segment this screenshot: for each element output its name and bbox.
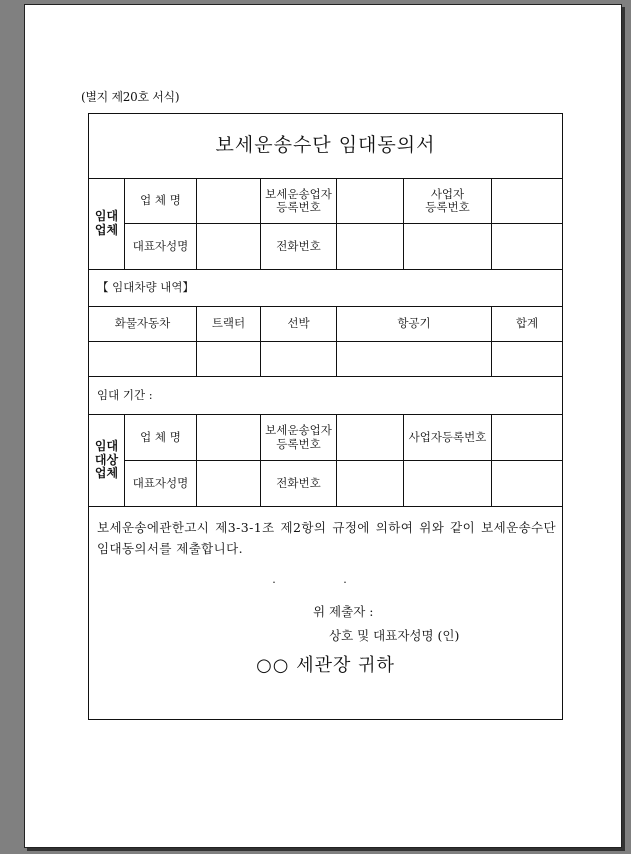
lessee-business-reg-field[interactable] (492, 415, 563, 461)
lessee-phone-field[interactable] (337, 461, 404, 507)
lessor-section-label: 임대 업체 (89, 179, 125, 270)
lessor-phone-label: 전화번호 (261, 224, 337, 270)
lessor-bonded-reg-label: 보세운송업자 등록번호 (261, 179, 337, 224)
lessee-business-reg-label: 사업자등록번호 (404, 415, 492, 461)
submitter-label: 위 제출자 : (313, 604, 374, 619)
lessee-phone-label: 전화번호 (261, 461, 337, 507)
vehicle-header-truck: 화물자동차 (89, 307, 197, 342)
vehicle-section-label: 【 임대차량 내역】 (89, 270, 563, 307)
vehicle-header-total: 합계 (492, 307, 563, 342)
lessor-phone-field[interactable] (337, 224, 404, 270)
lessor-company-name-label: 업 체 명 (125, 179, 197, 224)
vehicle-header-ship: 선박 (261, 307, 337, 342)
lessor-business-reg-field[interactable] (492, 179, 563, 224)
lessor-rep-name-label: 대표자성명 (125, 224, 197, 270)
addressee: ○○ 세관장 귀하 (256, 655, 395, 676)
lessor-extra-field-2[interactable] (492, 224, 563, 270)
form-number-caption: (별지 제20호 서식) (81, 90, 180, 104)
lessee-extra-field[interactable] (404, 461, 492, 507)
lessee-bonded-reg-field[interactable] (337, 415, 404, 461)
document-page (24, 4, 622, 848)
signer-label: 상호 및 대표자성명 (인) (329, 628, 460, 643)
vehicle-tractor-field[interactable] (197, 342, 261, 377)
vehicle-header-aircraft: 항공기 (337, 307, 492, 342)
lessee-company-name-field[interactable] (197, 415, 261, 461)
vehicle-total-field[interactable] (492, 342, 563, 377)
lessee-company-name-label: 업 체 명 (125, 415, 197, 461)
lessee-rep-name-field[interactable] (197, 461, 261, 507)
lessee-bonded-reg-label: 보세운송업자 등록번호 (261, 415, 337, 461)
declaration-cell (89, 507, 563, 720)
lessor-company-name-field[interactable] (197, 179, 261, 224)
lessor-rep-name-field[interactable] (197, 224, 261, 270)
lessee-section-label: 임대 대상 업체 (89, 415, 125, 507)
lease-period-label: 임대 기간 : (89, 377, 563, 415)
submission-date: . . (272, 573, 379, 586)
vehicle-truck-field[interactable] (89, 342, 197, 377)
form-title: 보세운송수단 임대동의서 (89, 114, 563, 179)
lessor-bonded-reg-field[interactable] (337, 179, 404, 224)
consent-form-table (88, 113, 563, 720)
lessee-extra-field-2[interactable] (492, 461, 563, 507)
vehicle-aircraft-field[interactable] (337, 342, 492, 377)
declaration-text: 보세운송에관한고시 제3-3-1조 제2항의 규정에 의하여 위와 같이 보세운송수단 임대동의서를 제출합니다. (97, 520, 556, 556)
vehicle-header-tractor: 트랙터 (197, 307, 261, 342)
lessee-rep-name-label: 대표자성명 (125, 461, 197, 507)
lessor-extra-field[interactable] (404, 224, 492, 270)
vehicle-ship-field[interactable] (261, 342, 337, 377)
lessor-business-reg-label: 사업자 등록번호 (404, 179, 492, 224)
